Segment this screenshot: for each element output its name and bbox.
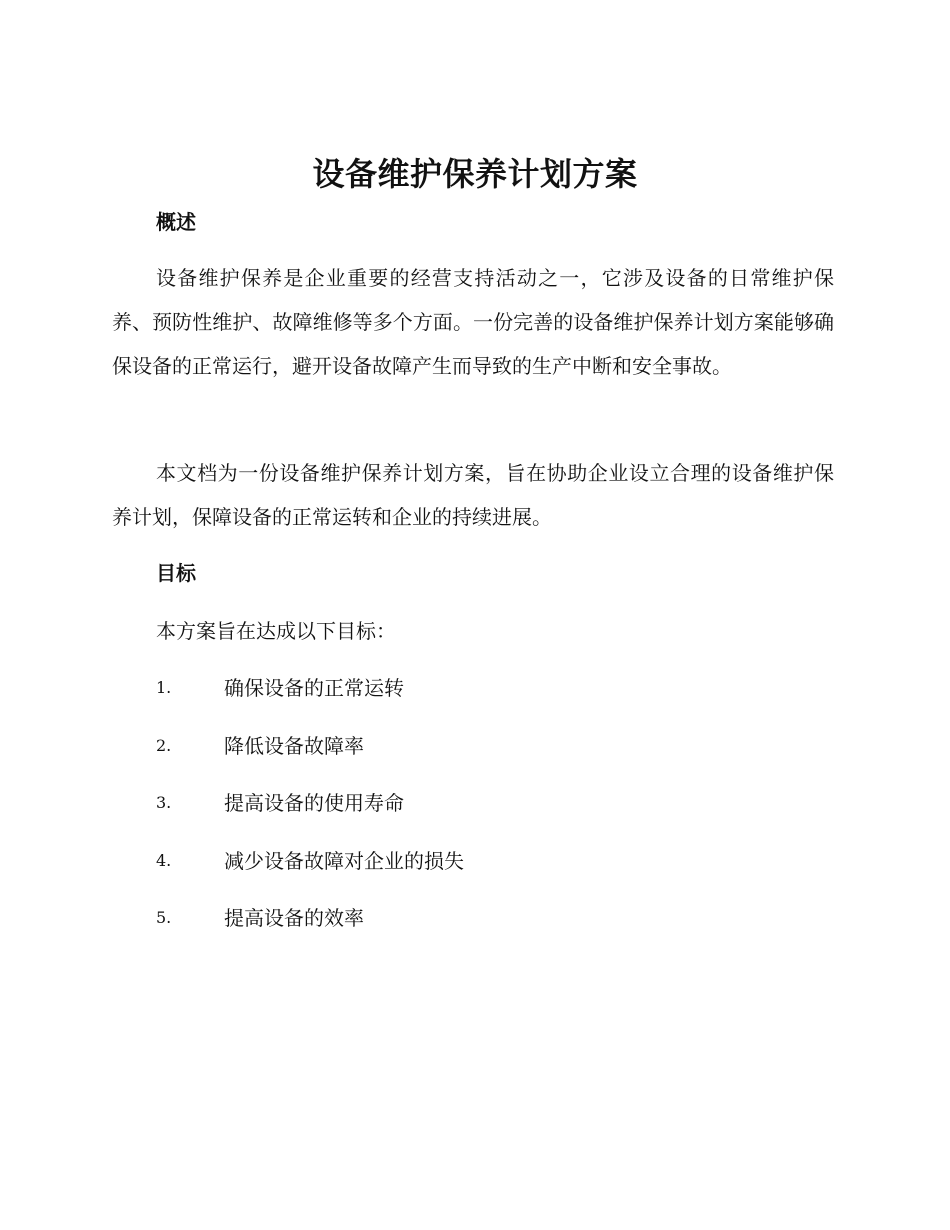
list-item xyxy=(156,902,464,960)
list-item-text: 确保设备的正常运转 xyxy=(224,676,404,700)
list-item-number: 2. xyxy=(156,735,172,755)
overview-paragraph-2: 本文档为一份设备维护保养计划方案，旨在协助企业设立合理的设备维护保养计划，保障设备的正常运转和企业的持续进展。 xyxy=(112,461,834,529)
goals-list xyxy=(156,672,464,960)
list-item-text: 提高设备的效率 xyxy=(224,906,364,930)
list-item-number: 5. xyxy=(156,908,172,927)
section-heading-overview: 概述 xyxy=(156,210,196,234)
list-item-text: 减少设备故障对企业的损失 xyxy=(224,848,464,873)
section-heading-goals: 目标 xyxy=(156,561,196,585)
overview-paragraph-1: 设备维护保养是企业重要的经营支持活动之一，它涉及设备的日常维护保养、预防性维护、故障维修等多个方面。一份完善的设备维护保养计划方案能够确保设备的正常运行，避开设备故障产生而导致的生产中断和安全事故。 xyxy=(112,266,834,378)
list-item xyxy=(156,672,464,730)
list-item xyxy=(156,787,464,845)
list-item-number: 1. xyxy=(156,678,172,697)
list-item-text: 降低设备故障率 xyxy=(224,733,364,758)
list-item-number: 3. xyxy=(156,793,172,812)
goals-intro: 本方案旨在达成以下目标： xyxy=(156,619,396,643)
document-title: 设备维护保养计划方案 xyxy=(312,155,638,193)
list-item xyxy=(156,730,464,788)
list-item-number: 4. xyxy=(156,850,172,870)
list-item-text: 提高设备的使用寿命 xyxy=(224,791,404,815)
list-item xyxy=(156,845,464,903)
